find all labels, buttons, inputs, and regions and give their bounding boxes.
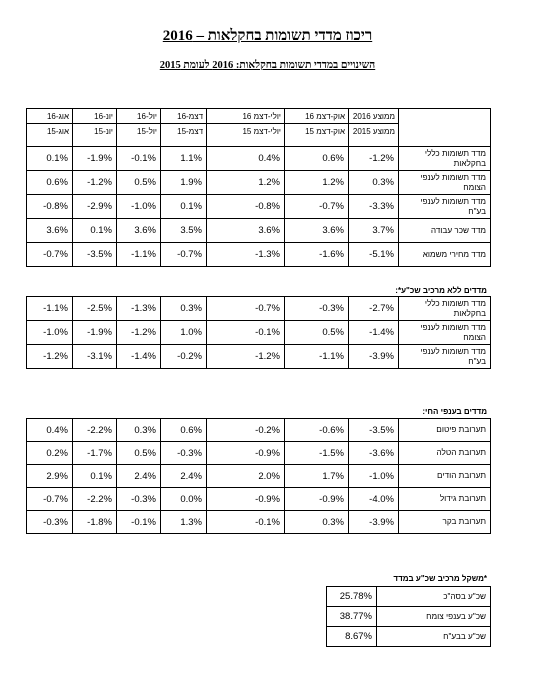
header-top: אוק-דצמ 16 [305, 112, 345, 121]
value-cell: -4.0% [349, 488, 399, 511]
value-cell: 0.6% [27, 171, 73, 195]
header-blank [399, 109, 491, 147]
value-cell: 2.4% [117, 465, 161, 488]
row-label: מדד תשומות לענפי בע"ח [399, 345, 491, 369]
value-cell: 1.3% [161, 511, 207, 534]
table-row [327, 607, 491, 627]
value-cell: -2.2% [73, 488, 117, 511]
value-cell: 0.0% [161, 488, 207, 511]
value-cell: -1.6% [285, 243, 349, 267]
value-cell: 2.0% [207, 465, 285, 488]
value-cell: -1.1% [27, 297, 73, 321]
value-cell: 0.1% [73, 219, 117, 243]
header-top: אוג-16 [46, 112, 69, 121]
value-cell: -2.7% [349, 297, 399, 321]
value-cell: -0.1% [207, 511, 285, 534]
header-divider [27, 123, 72, 124]
column-header [161, 109, 207, 147]
table-row [27, 171, 491, 195]
weight-value: 38.77% [327, 607, 377, 627]
value-cell: -0.1% [117, 511, 161, 534]
value-cell: -3.9% [349, 511, 399, 534]
section-livestock-title: מדדים בענפי החי: [422, 407, 487, 416]
column-header [207, 109, 285, 147]
value-cell: -0.9% [207, 488, 285, 511]
row-label: מדד תשומות לענפי הצומח [399, 171, 491, 195]
value-cell: -1.3% [117, 297, 161, 321]
value-cell: 0.2% [27, 442, 73, 465]
table-row [27, 442, 491, 465]
value-cell: 0.5% [285, 321, 349, 345]
column-header [27, 109, 73, 147]
value-cell: 3.6% [207, 219, 285, 243]
page-subtitle: השינויים במדדי תשומות בחקלאות: 2016 לעומת 2015 [159, 60, 376, 71]
value-cell: -1.4% [117, 345, 161, 369]
value-cell: -5.1% [349, 243, 399, 267]
section-no-wage-title: מדדים ללא מרכיב שכ"ע*: [395, 286, 487, 295]
row-label: מדד תשומות כללי בחקלאות [399, 297, 491, 321]
value-cell: -1.0% [27, 321, 73, 345]
table-row [27, 297, 491, 321]
weight-label: שכ"ע בבע"ח [377, 627, 491, 647]
value-cell: -0.7% [161, 243, 207, 267]
value-cell: -1.0% [117, 195, 161, 219]
value-cell: -3.1% [73, 345, 117, 369]
value-cell: 1.2% [285, 171, 349, 195]
header-bottom: אוק-דצמ 15 [305, 127, 345, 136]
header-bottom: דצמ-15 [177, 127, 203, 136]
value-cell: -0.1% [207, 321, 285, 345]
value-cell: 3.6% [27, 219, 73, 243]
header-divider [73, 123, 116, 124]
value-cell: 2.9% [27, 465, 73, 488]
weights-table [326, 586, 491, 647]
value-cell: -1.4% [349, 321, 399, 345]
header-divider [161, 123, 206, 124]
row-label: מדד מחירי משמוא [399, 243, 491, 267]
row-label: מדד תשומות לענפי הצומח [399, 321, 491, 345]
value-cell: -1.2% [349, 147, 399, 171]
value-cell: -0.2% [207, 419, 285, 442]
value-cell: 0.3% [161, 297, 207, 321]
table-row [327, 587, 491, 607]
header-divider [117, 123, 160, 124]
value-cell: -1.5% [285, 442, 349, 465]
value-cell: -0.3% [285, 297, 349, 321]
row-label: תערובת הודים [399, 465, 491, 488]
value-cell: 3.7% [349, 219, 399, 243]
table-row [27, 147, 491, 171]
table-row [27, 419, 491, 442]
header-divider [349, 123, 398, 124]
row-label: תערובת גידול [399, 488, 491, 511]
value-cell: -2.5% [73, 297, 117, 321]
row-label: תערובת הטלה [399, 442, 491, 465]
value-cell: 0.4% [27, 419, 73, 442]
value-cell: 1.2% [207, 171, 285, 195]
weight-label: שכ"ע בסה"כ [377, 587, 491, 607]
value-cell: -1.1% [117, 243, 161, 267]
column-header [285, 109, 349, 147]
row-label: מדד שכר עבודה [399, 219, 491, 243]
main-table [26, 108, 491, 267]
value-cell: -1.1% [285, 345, 349, 369]
value-cell: -3.3% [349, 195, 399, 219]
value-cell: -3.5% [349, 419, 399, 442]
value-cell: -1.7% [73, 442, 117, 465]
value-cell: -0.3% [117, 488, 161, 511]
value-cell: -1.2% [207, 345, 285, 369]
header-bottom: יולי-דצמ 15 [242, 127, 281, 136]
header-bottom: יונ-15 [94, 127, 113, 136]
value-cell: -1.2% [117, 321, 161, 345]
value-cell: 0.1% [161, 195, 207, 219]
value-cell: -3.9% [349, 345, 399, 369]
value-cell: -0.1% [117, 147, 161, 171]
value-cell: -1.8% [73, 511, 117, 534]
header-bottom: אוג-15 [46, 127, 69, 136]
value-cell: -3.6% [349, 442, 399, 465]
table-row [27, 511, 491, 534]
value-cell: -0.3% [27, 511, 73, 534]
value-cell: -1.0% [349, 465, 399, 488]
row-label: מדד תשומות כללי בחקלאות [399, 147, 491, 171]
value-cell: 0.6% [161, 419, 207, 442]
header-divider [285, 123, 348, 124]
row-label: תערובת בקר [399, 511, 491, 534]
value-cell: 0.6% [285, 147, 349, 171]
table-row [27, 195, 491, 219]
table-row [27, 488, 491, 511]
value-cell: -0.7% [27, 488, 73, 511]
value-cell: 3.6% [285, 219, 349, 243]
value-cell: -0.7% [27, 243, 73, 267]
no-wage-table [26, 296, 491, 369]
header-top: ממוצע 2016 [352, 112, 395, 121]
column-header [349, 109, 399, 147]
value-cell: 0.3% [117, 419, 161, 442]
weights-title: *משקל מרכיב שכ"ע במדד [393, 574, 487, 583]
value-cell: 2.4% [161, 465, 207, 488]
table-row [27, 243, 491, 267]
page-title: ריכוז מדדי תשומות בחקלאות – 2016 [162, 28, 373, 44]
value-cell: 1.0% [161, 321, 207, 345]
column-header [73, 109, 117, 147]
value-cell: -1.2% [73, 171, 117, 195]
header-top: יול-16 [137, 112, 157, 121]
value-cell: -3.5% [73, 243, 117, 267]
value-cell: -0.8% [207, 195, 285, 219]
value-cell: -0.8% [27, 195, 73, 219]
header-row [27, 109, 491, 147]
row-label: תערובת פיטום [399, 419, 491, 442]
value-cell: 3.5% [161, 219, 207, 243]
value-cell: 0.3% [349, 171, 399, 195]
livestock-table [26, 418, 491, 534]
value-cell: 1.9% [161, 171, 207, 195]
value-cell: -0.9% [207, 442, 285, 465]
value-cell: -1.9% [73, 147, 117, 171]
header-top: יונ-16 [94, 112, 113, 121]
value-cell: -1.9% [73, 321, 117, 345]
header-bottom: יול-15 [137, 127, 157, 136]
value-cell: 0.5% [117, 442, 161, 465]
value-cell: 0.5% [117, 171, 161, 195]
value-cell: -0.9% [285, 488, 349, 511]
column-header [117, 109, 161, 147]
value-cell: -2.9% [73, 195, 117, 219]
row-label: מדד תשומות לענפי בע"ח [399, 195, 491, 219]
header-top: יולי-דצמ 16 [242, 112, 281, 121]
table-row [27, 345, 491, 369]
table-row [27, 321, 491, 345]
value-cell: -0.6% [285, 419, 349, 442]
table-row [327, 627, 491, 647]
value-cell: -2.2% [73, 419, 117, 442]
header-top: דצמ-16 [177, 112, 203, 121]
value-cell: -0.7% [285, 195, 349, 219]
value-cell: 0.1% [27, 147, 73, 171]
table-row [27, 219, 491, 243]
header-bottom: ממוצע 2015 [352, 127, 395, 136]
value-cell: -0.2% [161, 345, 207, 369]
header-divider [207, 123, 284, 124]
value-cell: -1.2% [27, 345, 73, 369]
value-cell: -0.3% [161, 442, 207, 465]
weight-value: 25.78% [327, 587, 377, 607]
value-cell: 0.4% [207, 147, 285, 171]
value-cell: -0.7% [207, 297, 285, 321]
value-cell: 0.3% [285, 511, 349, 534]
weight-label: שכ"ע בענפי צומח [377, 607, 491, 627]
value-cell: 1.1% [161, 147, 207, 171]
value-cell: 3.6% [117, 219, 161, 243]
value-cell: -1.3% [207, 243, 285, 267]
weight-value: 8.67% [327, 627, 377, 647]
table-row [27, 465, 491, 488]
value-cell: 0.1% [73, 465, 117, 488]
value-cell: 1.7% [285, 465, 349, 488]
